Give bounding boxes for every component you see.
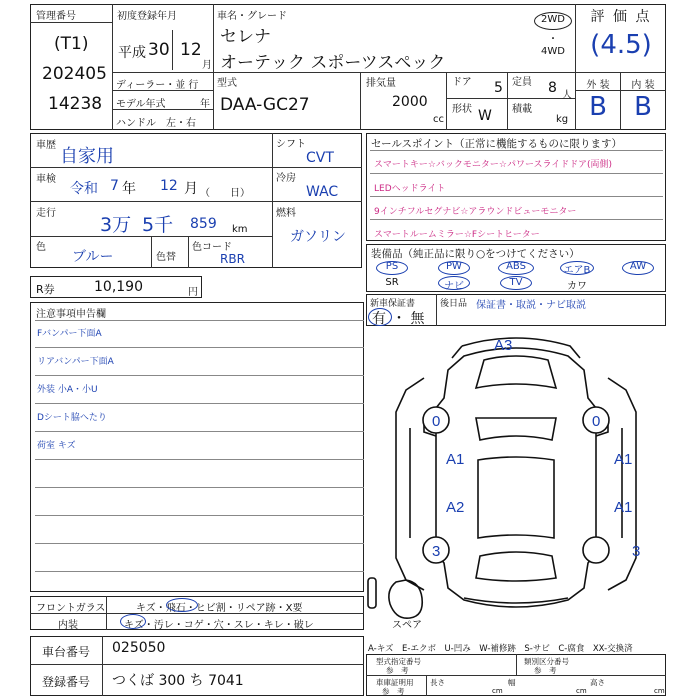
note-4: Dシート脇へたり xyxy=(37,413,107,423)
diagram-mark-left-front: A1 xyxy=(446,451,465,468)
handle-label: ハンドル 左・右 xyxy=(116,118,196,129)
mgmt-label: 管理番号 xyxy=(36,11,76,22)
reg-value: つくば 300 ち 7041 xyxy=(112,673,244,689)
type-designation-label: 型式指定番号 xyxy=(376,657,421,666)
kg-unit: kg xyxy=(556,114,569,125)
doors-label: ドア xyxy=(452,77,472,88)
drive-2wd: 2WD xyxy=(541,14,565,25)
color-code-value: RBR xyxy=(220,252,245,266)
sales-point-1: スマートキー☆バックモニター☆パワースライドドア(両側) xyxy=(374,160,612,170)
first-reg-month-unit: 月 xyxy=(202,60,212,71)
interior-label: 内装 xyxy=(58,620,78,631)
type-designation-ref: 参 考 xyxy=(386,666,409,675)
height-label: 高さ xyxy=(590,678,605,687)
interior-scratch-circle xyxy=(120,614,146,629)
shape-label: 形状 xyxy=(452,104,472,115)
shape: W xyxy=(478,108,492,124)
inspection-month: 12 xyxy=(160,178,178,194)
note-3: 外装 小A・小U xyxy=(37,385,98,395)
doors: 5 xyxy=(494,80,503,96)
diagram-mark-wheel-rl: 3 xyxy=(432,543,441,560)
history-label: 車歴 xyxy=(36,140,56,151)
damage-legend: A-キズ E-エクボ U-凹み W-補修跡 S-サビ C-腐食 XX-交換済 xyxy=(368,644,633,654)
aircon-value: WAC xyxy=(306,184,339,200)
width-label: 幅 xyxy=(508,678,516,687)
mileage-rest: 859 xyxy=(190,216,217,232)
equipment-leather: カワ xyxy=(567,281,587,292)
repaint-label: 色替 xyxy=(156,252,176,263)
reg-label: 登録番号 xyxy=(42,675,91,689)
first-reg-year: 30 xyxy=(148,40,170,60)
car-damage-diagram xyxy=(366,328,666,632)
first-reg-month: 12 xyxy=(180,40,202,60)
fuel-label: 燃料 xyxy=(276,208,296,219)
exterior-label: 外 装 xyxy=(586,80,610,91)
warranty-label: 新車保証書 xyxy=(370,299,416,309)
front-glass-label: フロントガラス xyxy=(36,603,106,614)
diagram-mark-wheel-fl: 0 xyxy=(432,413,441,430)
shift-label: シフト xyxy=(276,139,306,150)
mileage-label: 走行 xyxy=(36,208,56,219)
aircon-label: 冷房 xyxy=(276,173,296,184)
equipment-label: 装備品（純正品に限り○をつけてください） xyxy=(371,248,580,260)
model-type: DAA-GC27 xyxy=(220,95,310,115)
mgmt-code: (T1) xyxy=(54,34,89,54)
category-ref: 参 考 xyxy=(534,666,557,675)
mileage-man: 3万 xyxy=(100,214,132,236)
inspection-month-unit: 月 xyxy=(184,181,198,197)
chassis-label: 車台番号 xyxy=(42,645,91,659)
equipment-tv: TV xyxy=(509,277,523,288)
notes-frame xyxy=(30,302,364,592)
equipment-abs: ABS xyxy=(506,261,526,272)
recycle-label: R券 xyxy=(36,283,55,296)
category-label: 類別区分番号 xyxy=(524,657,569,666)
mgmt-number-1: 202405 xyxy=(42,64,107,84)
reg-cert-ref: 参 考 xyxy=(382,687,405,696)
exterior-grade: B xyxy=(589,92,607,122)
later-value: 保証書・取説・ナビ取説 xyxy=(476,300,586,311)
height-unit: cm xyxy=(654,687,665,695)
color-value: ブルー xyxy=(72,249,114,265)
model-year-label: モデル年式 xyxy=(116,99,166,110)
displacement-label: 排気量 xyxy=(366,78,396,89)
history-value: 自家用 xyxy=(60,146,114,167)
diagram-mark-right-front: A1 xyxy=(614,451,633,468)
sales-point-3: 9インチフルセグナビ☆アラウンドビューモニター xyxy=(374,207,577,217)
color-label: 色 xyxy=(36,242,46,253)
equipment-pw: PW xyxy=(446,261,462,272)
car-name: セレナ xyxy=(220,27,271,47)
diagram-mark-front: A3 xyxy=(494,337,513,354)
sales-point-2: LEDヘッドライト xyxy=(374,184,446,194)
spare-label: スペア xyxy=(392,620,422,631)
warranty-no: ・ 無 xyxy=(392,311,425,327)
fuel-value: ガソリン xyxy=(290,229,346,245)
width-unit: cm xyxy=(576,687,587,695)
interior-value: キズ・汚レ・コゲ・穴・スレ・キレ・破レ xyxy=(124,620,314,631)
length-unit: cm xyxy=(492,687,503,695)
capacity: 8 xyxy=(548,80,557,96)
interior-label: 内 装 xyxy=(631,80,655,91)
rating-label: 評 価 点 xyxy=(590,9,652,25)
diagram-mark-wheel-fr: 0 xyxy=(592,413,601,430)
equipment-navi: ナビ xyxy=(444,281,464,292)
diagram-mark-right-rear: A1 xyxy=(614,499,633,516)
notes-label: 注意事項申告欄 xyxy=(36,309,106,320)
mileage-sen: 5千 xyxy=(142,214,174,236)
rating-value: (4.5) xyxy=(590,30,652,60)
length-label: 長さ xyxy=(430,678,445,687)
car-grade: オーテック スポーツスペック xyxy=(220,53,446,73)
note-2: リアバンパー下面A xyxy=(37,357,114,367)
equipment-ps: PS xyxy=(385,261,399,272)
car-name-label: 車名・グレード xyxy=(217,11,287,22)
load-label: 積載 xyxy=(512,104,532,115)
model-year-unit: 年 xyxy=(200,99,210,110)
inspection-year-unit: 年 xyxy=(122,181,136,197)
equipment-airbag: エアB xyxy=(563,265,591,276)
drive-4wd: 4WD xyxy=(541,46,565,57)
note-5: 荷室 キズ xyxy=(37,441,76,451)
color-code-label: 色コード xyxy=(192,242,232,253)
capacity-label: 定員 xyxy=(512,77,532,88)
displacement: 2000 xyxy=(392,94,428,110)
first-reg-label: 初度登録年月 xyxy=(117,11,177,22)
inspection-day: （ 日） xyxy=(200,188,250,199)
diagram-mark-wheel-rr: 3 xyxy=(632,543,641,560)
recycle-value: 10,190 xyxy=(94,279,143,295)
equipment-sr: SR xyxy=(385,277,399,288)
note-1: Fバンパー下面A xyxy=(37,329,102,339)
chassis-value: 025050 xyxy=(112,640,166,656)
sales-point-4: スマートルームミラー☆Fシートヒーター xyxy=(374,230,540,240)
inspection-era: 令和 xyxy=(70,181,98,197)
warranty-yes: 有 xyxy=(372,311,386,327)
model-type-label: 型式 xyxy=(217,78,237,89)
interior-grade: B xyxy=(634,92,652,122)
equipment-aw: AW xyxy=(629,261,647,272)
front-glass-chip-circle xyxy=(166,598,198,612)
dealer-label: ディーラー・並 行 xyxy=(116,80,199,91)
later-label: 後日品 xyxy=(440,299,468,309)
first-reg-era: 平成 xyxy=(118,45,146,61)
shift-value: CVT xyxy=(306,150,334,166)
capacity-unit: 人 xyxy=(562,90,572,101)
recycle-unit: 円 xyxy=(188,287,198,298)
mgmt-number-2: 14238 xyxy=(48,94,103,114)
diagram-mark-left-rear: A2 xyxy=(446,499,465,516)
reg-cert-label: 車庫証明用 xyxy=(376,678,414,687)
inspection-label: 車検 xyxy=(36,174,56,185)
drive-sep: ・ xyxy=(548,34,558,45)
cc-unit: cc xyxy=(433,114,444,125)
inspection-year: 7 xyxy=(110,178,119,194)
sales-points-label: セールスポイント（正常に機能するものに限ります） xyxy=(371,138,623,150)
km-unit: km xyxy=(232,224,248,235)
front-glass-value: キズ・飛石・ヒビ割・リペア跡・X要 xyxy=(136,603,303,614)
